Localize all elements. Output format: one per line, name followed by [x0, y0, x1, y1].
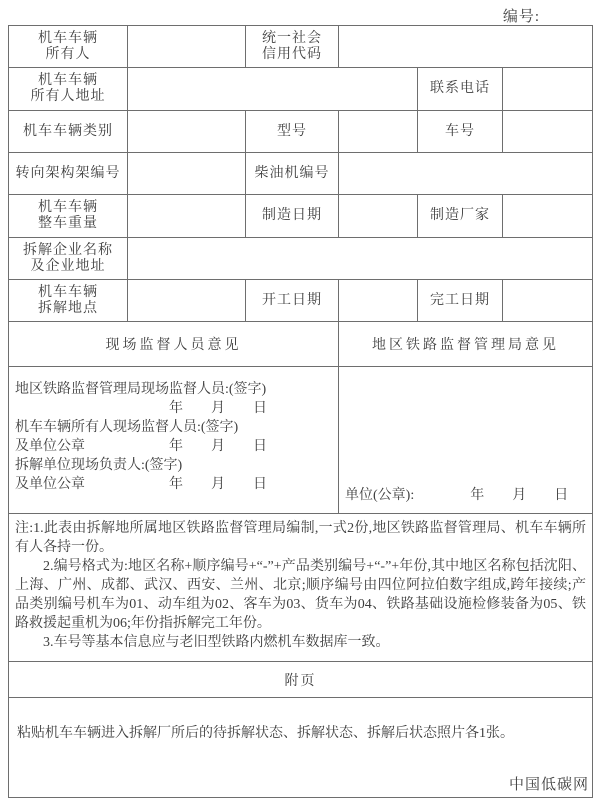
row-weight — [9, 195, 593, 238]
owner-address-value-cell — [128, 68, 418, 111]
dismantle-place-value-cell — [128, 280, 246, 322]
mfg-date-label-cell: 制造日期 — [246, 195, 339, 238]
start-date-label-cell: 开工日期 — [246, 280, 339, 322]
phone-label-cell: 联系电话 — [418, 68, 503, 111]
photo-instruction-cell — [9, 698, 593, 798]
model-value-cell — [339, 111, 418, 153]
finish-date-value-cell — [503, 280, 593, 322]
row-notes — [9, 514, 593, 662]
signature-line: 机车车辆所有人现场监督人员:(签字) — [15, 420, 239, 435]
weight-label-cell: 机车车辆 整车重量 — [9, 195, 128, 238]
bogie-frame-value-cell — [128, 153, 246, 195]
signature-line: 拆解单位现场负责人:(签字) — [15, 458, 183, 473]
manufacturer-label-cell: 制造厂家 — [418, 195, 503, 238]
row-owner-address — [9, 68, 593, 111]
signature-line: 地区铁路监督管理局现场监督人员:(签字) — [15, 382, 267, 397]
model-label-cell: 型号 — [246, 111, 339, 153]
note-item: 3.车号等基本信息应与老旧型铁路内燃机车数据库一致。 — [43, 635, 390, 650]
row-photo-instruction — [9, 698, 593, 798]
signature-date-line: 及单位公章 年 月 日 — [15, 439, 267, 454]
signature-date-line: 及单位公章 年 月 日 — [15, 477, 267, 492]
phone-value-cell — [503, 68, 593, 111]
owner-value-cell — [128, 26, 246, 68]
row-vehicle-type — [9, 111, 593, 153]
uscc-value-cell — [339, 26, 593, 68]
owner-address-label-cell: 机车车辆 所有人地址 — [9, 68, 128, 111]
row-dismantle-place — [9, 280, 593, 322]
appendix-header-cell: 附页 — [9, 662, 593, 698]
row-dismantle-company — [9, 238, 593, 280]
row-signatures — [9, 367, 593, 514]
dismantle-place-label-cell: 机车车辆 拆解地点 — [9, 280, 128, 322]
diesel-engine-label-cell: 柴油机编号 — [246, 153, 339, 195]
signature-date-line: 年 月 日 — [15, 401, 267, 416]
dismantle-company-label-cell: 拆解企业名称 及企业地址 — [9, 238, 128, 280]
notes-cell — [9, 514, 593, 662]
row-bogie-frame — [9, 153, 593, 195]
vehicle-type-value-cell — [128, 111, 246, 153]
mfg-date-value-cell — [339, 195, 418, 238]
dismantle-company-value-cell — [128, 238, 593, 280]
unit-seal-cell — [339, 367, 593, 514]
unit-seal-date-line: 单位(公章): 年 月 日 — [345, 488, 569, 503]
site-watermark: 中国低碳网 — [508, 777, 589, 793]
start-date-value-cell — [339, 280, 418, 322]
row-owner — [9, 26, 593, 68]
weight-value-cell — [128, 195, 246, 238]
form-table — [8, 25, 593, 798]
car-number-value-cell — [503, 111, 593, 153]
serial-number-label: 编号: — [502, 9, 540, 25]
bogie-frame-label-cell: 转向架构架编号 — [9, 153, 128, 195]
photo-instruction-text: 粘贴机车车辆进入拆解厂所后的待拆解状态、拆解状态、拆解后状态照片各1张。 — [17, 726, 514, 741]
note-item: 注:1.此表由拆解地所属地区铁路监督管理局编制,一式2份,地区铁路监督管理局、机车车辆所有人各持一份。 — [15, 521, 586, 555]
owner-label-cell: 机车车辆 所有人 — [9, 26, 128, 68]
note-item: 2.编号格式为:地区名称+顺序编号+“-”+产品类别编号+“-”+年份,其中地区名称包括沈阳、上海、广州、成都、武汉、西安、兰州、北京;顺序编号由四位阿拉伯数字组成,跨年接续;产品类别编号机车为01、动车组为02、客车为03、货车为04、铁路基础设施检修装备为05、铁路救援起重机为06;年份指拆解完工年份。 — [15, 559, 586, 631]
regional-bureau-opinion-header: 地区铁路监督管理局意见 — [339, 322, 593, 367]
row-opinion-headers — [9, 322, 593, 367]
row-appendix-header — [9, 662, 593, 698]
uscc-label-cell: 统一社会 信用代码 — [246, 26, 339, 68]
car-number-label-cell: 车号 — [418, 111, 503, 153]
site-supervisor-opinion-header: 现场监督人员意见 — [9, 322, 339, 367]
signature-block-cell — [9, 367, 339, 514]
finish-date-label-cell: 完工日期 — [418, 280, 503, 322]
vehicle-type-label-cell: 机车车辆类别 — [9, 111, 128, 153]
diesel-engine-value-cell — [339, 153, 593, 195]
manufacturer-value-cell — [503, 195, 593, 238]
